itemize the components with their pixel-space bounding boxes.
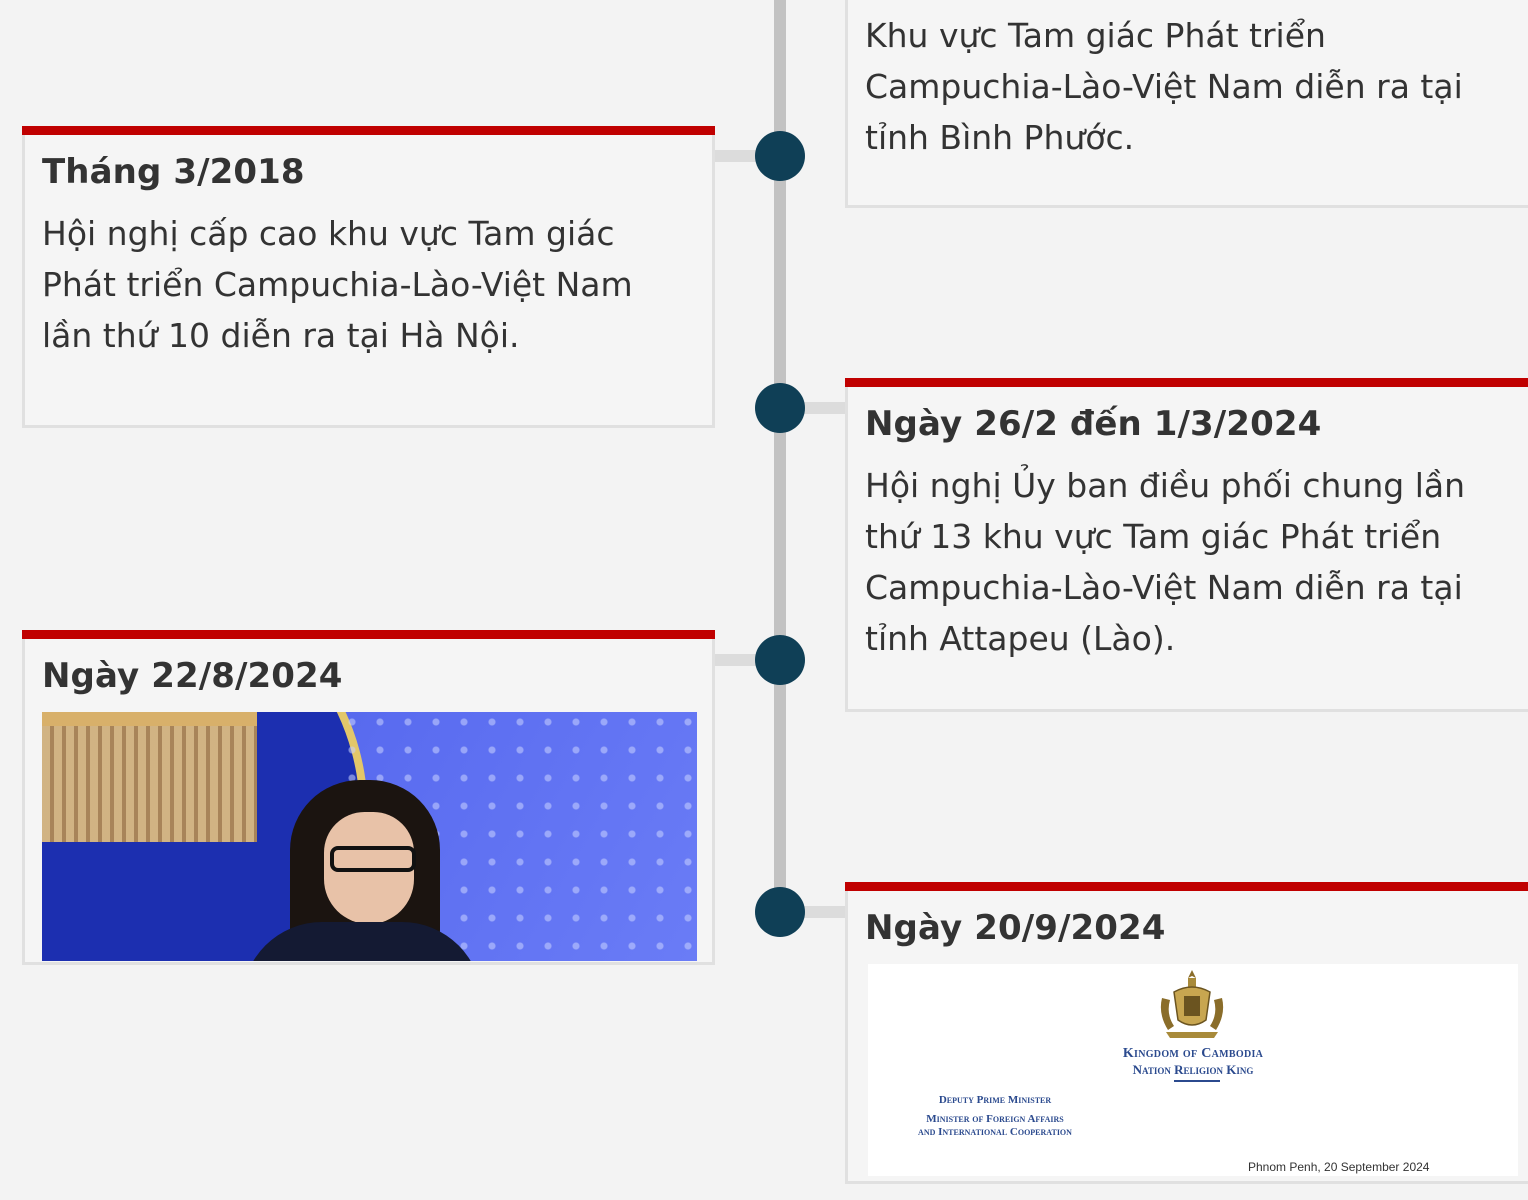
event-description: Khu vực Tam giác Phát triển Campuchia-Lào-Việt Nam diễn ra tại tỉnh Bình Phước. (865, 16, 1463, 157)
letter-motto: Nation Religion King (1132, 1062, 1254, 1077)
cambodia-crest-icon (1154, 968, 1230, 1040)
letter-place-date: Phnom Penh, 20 September 2024 (1248, 1160, 1430, 1174)
timeline-dot (755, 131, 805, 181)
timeline-card (22, 126, 715, 428)
event-description: Hội nghị cấp cao khu vực Tam giác Phát triển Campuchia-Lào-Việt Nam lần thứ 10 diễn ra tại Hà Nội. (42, 214, 633, 355)
event-image (868, 964, 1518, 1176)
timeline-card (22, 630, 715, 965)
event-description: Hội nghị Ủy ban điều phối chung lần thứ 13 khu vực Tam giác Phát triển Campuchia-Lào-Việt Nam diễn ra tại tỉnh Attapeu (Lào). (865, 466, 1466, 658)
letter-title-3: and International Cooperation (918, 1126, 1072, 1138)
timeline-card (845, 378, 1528, 712)
letter-kingdom: Kingdom of Cambodia (1122, 1046, 1264, 1061)
event-date: Tháng 3/2018 (42, 152, 305, 192)
timeline-dot (755, 383, 805, 433)
glasses (330, 846, 416, 872)
event-date: Ngày 26/2 đến 1/3/2024 (865, 404, 1322, 444)
event-image (42, 712, 697, 961)
letter-title-2: Minister of Foreign Affairs (926, 1113, 1064, 1125)
letter-title-1: Deputy Prime Minister (938, 1094, 1052, 1106)
timeline-dot (755, 887, 805, 937)
timeline-card (845, 0, 1528, 208)
letter-document (868, 964, 1518, 1176)
event-date: Ngày 22/8/2024 (42, 656, 343, 696)
timeline-dot (755, 635, 805, 685)
letter-flourish (1174, 1080, 1220, 1082)
building-roof (42, 712, 257, 726)
spokesperson-photo (42, 712, 697, 961)
timeline-card (845, 882, 1528, 1184)
building-image (42, 722, 257, 842)
event-date: Ngày 20/9/2024 (865, 908, 1166, 948)
